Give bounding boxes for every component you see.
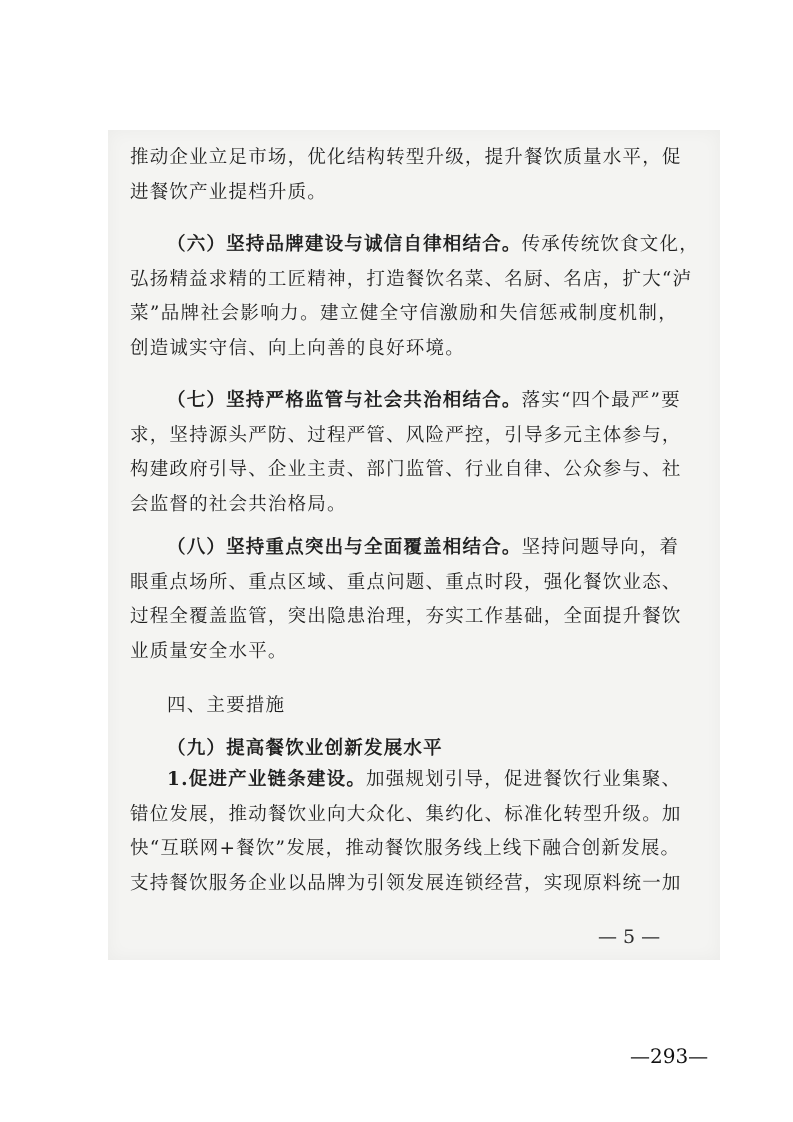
text-line: 构建政府引导、企业主责、部门监管、行业自律、公众参与、社 [130, 459, 682, 480]
principle-8-heading: （八）坚持重点突出与全面覆盖相结合。 [167, 537, 522, 558]
text-line: 支持餐饮服务企业以品牌为引领发展连锁经营，实现原料统一加 [130, 872, 682, 894]
text-line [130, 228, 699, 263]
text-line: 求，坚持源头严防、过程严管、风险严控，引导多元主体参与， [130, 424, 682, 446]
principle-6-heading: （六）坚持品牌建设与诚信自律相结合。 [167, 234, 522, 255]
measure-1-text: 加强规划引导，促进餐饮行业集聚、 [366, 769, 682, 790]
text-line: 会监督的社会共治格局。 [130, 493, 347, 515]
paragraph-intro [130, 141, 682, 210]
text-line: 进餐饮产业提档升质。 [130, 181, 328, 203]
paragraph-principle-6 [130, 228, 699, 366]
text-line [130, 763, 682, 798]
principle-7-text: 落实“四个最严”要 [521, 390, 681, 411]
principle-7-heading: （七）坚持严格监管与社会共治相结合。 [167, 390, 522, 411]
text-line: 业质量安全水平。 [130, 640, 288, 662]
text-line [130, 384, 681, 419]
text-line [130, 531, 678, 566]
text-line: 菜”品牌社会影响力。建立健全守信激励和失信惩戒制度机制， [130, 303, 678, 324]
section-heading: 四、主要措施 [167, 695, 286, 716]
text-line: 快“互联网+餐饮”发展，推动餐饮服务线上线下融合创新发展。 [130, 838, 681, 859]
paragraph-measure-1 [130, 763, 682, 901]
measure-1-heading: 1.促进产业链条建设。 [167, 769, 367, 790]
text-line: 眼重点场所、重点区域、重点问题、重点时段，强化餐饮业态、 [130, 571, 682, 593]
page-number: — 5 — [598, 926, 661, 948]
paragraph-principle-7 [130, 384, 682, 522]
text-line: 推动企业立足市场，优化结构转型升级，提升餐饮质量水平，促 [130, 147, 682, 168]
principle-6-text: 传承传统饮食文化， [521, 234, 699, 255]
text-line: 过程全覆盖监管，突出隐患治理，夯实工作基础，全面提升餐饮 [130, 606, 682, 627]
text-line: 弘扬精益求精的工匠精神，打造餐饮名菜、名厨、名店，扩大“泸 [130, 268, 693, 290]
principle-8-text: 坚持问题导向，着 [521, 537, 680, 558]
book-page-number: —293— [630, 1044, 709, 1068]
paragraph-principle-8 [130, 531, 682, 669]
text-line: 错位发展，推动餐饮业向大众化、集约化、标准化转型升级。加 [130, 803, 682, 825]
text-line: 创造诚实守信、向上向善的良好环境。 [130, 337, 465, 359]
subsection-heading: （九）提高餐饮业创新发展水平 [167, 738, 443, 759]
